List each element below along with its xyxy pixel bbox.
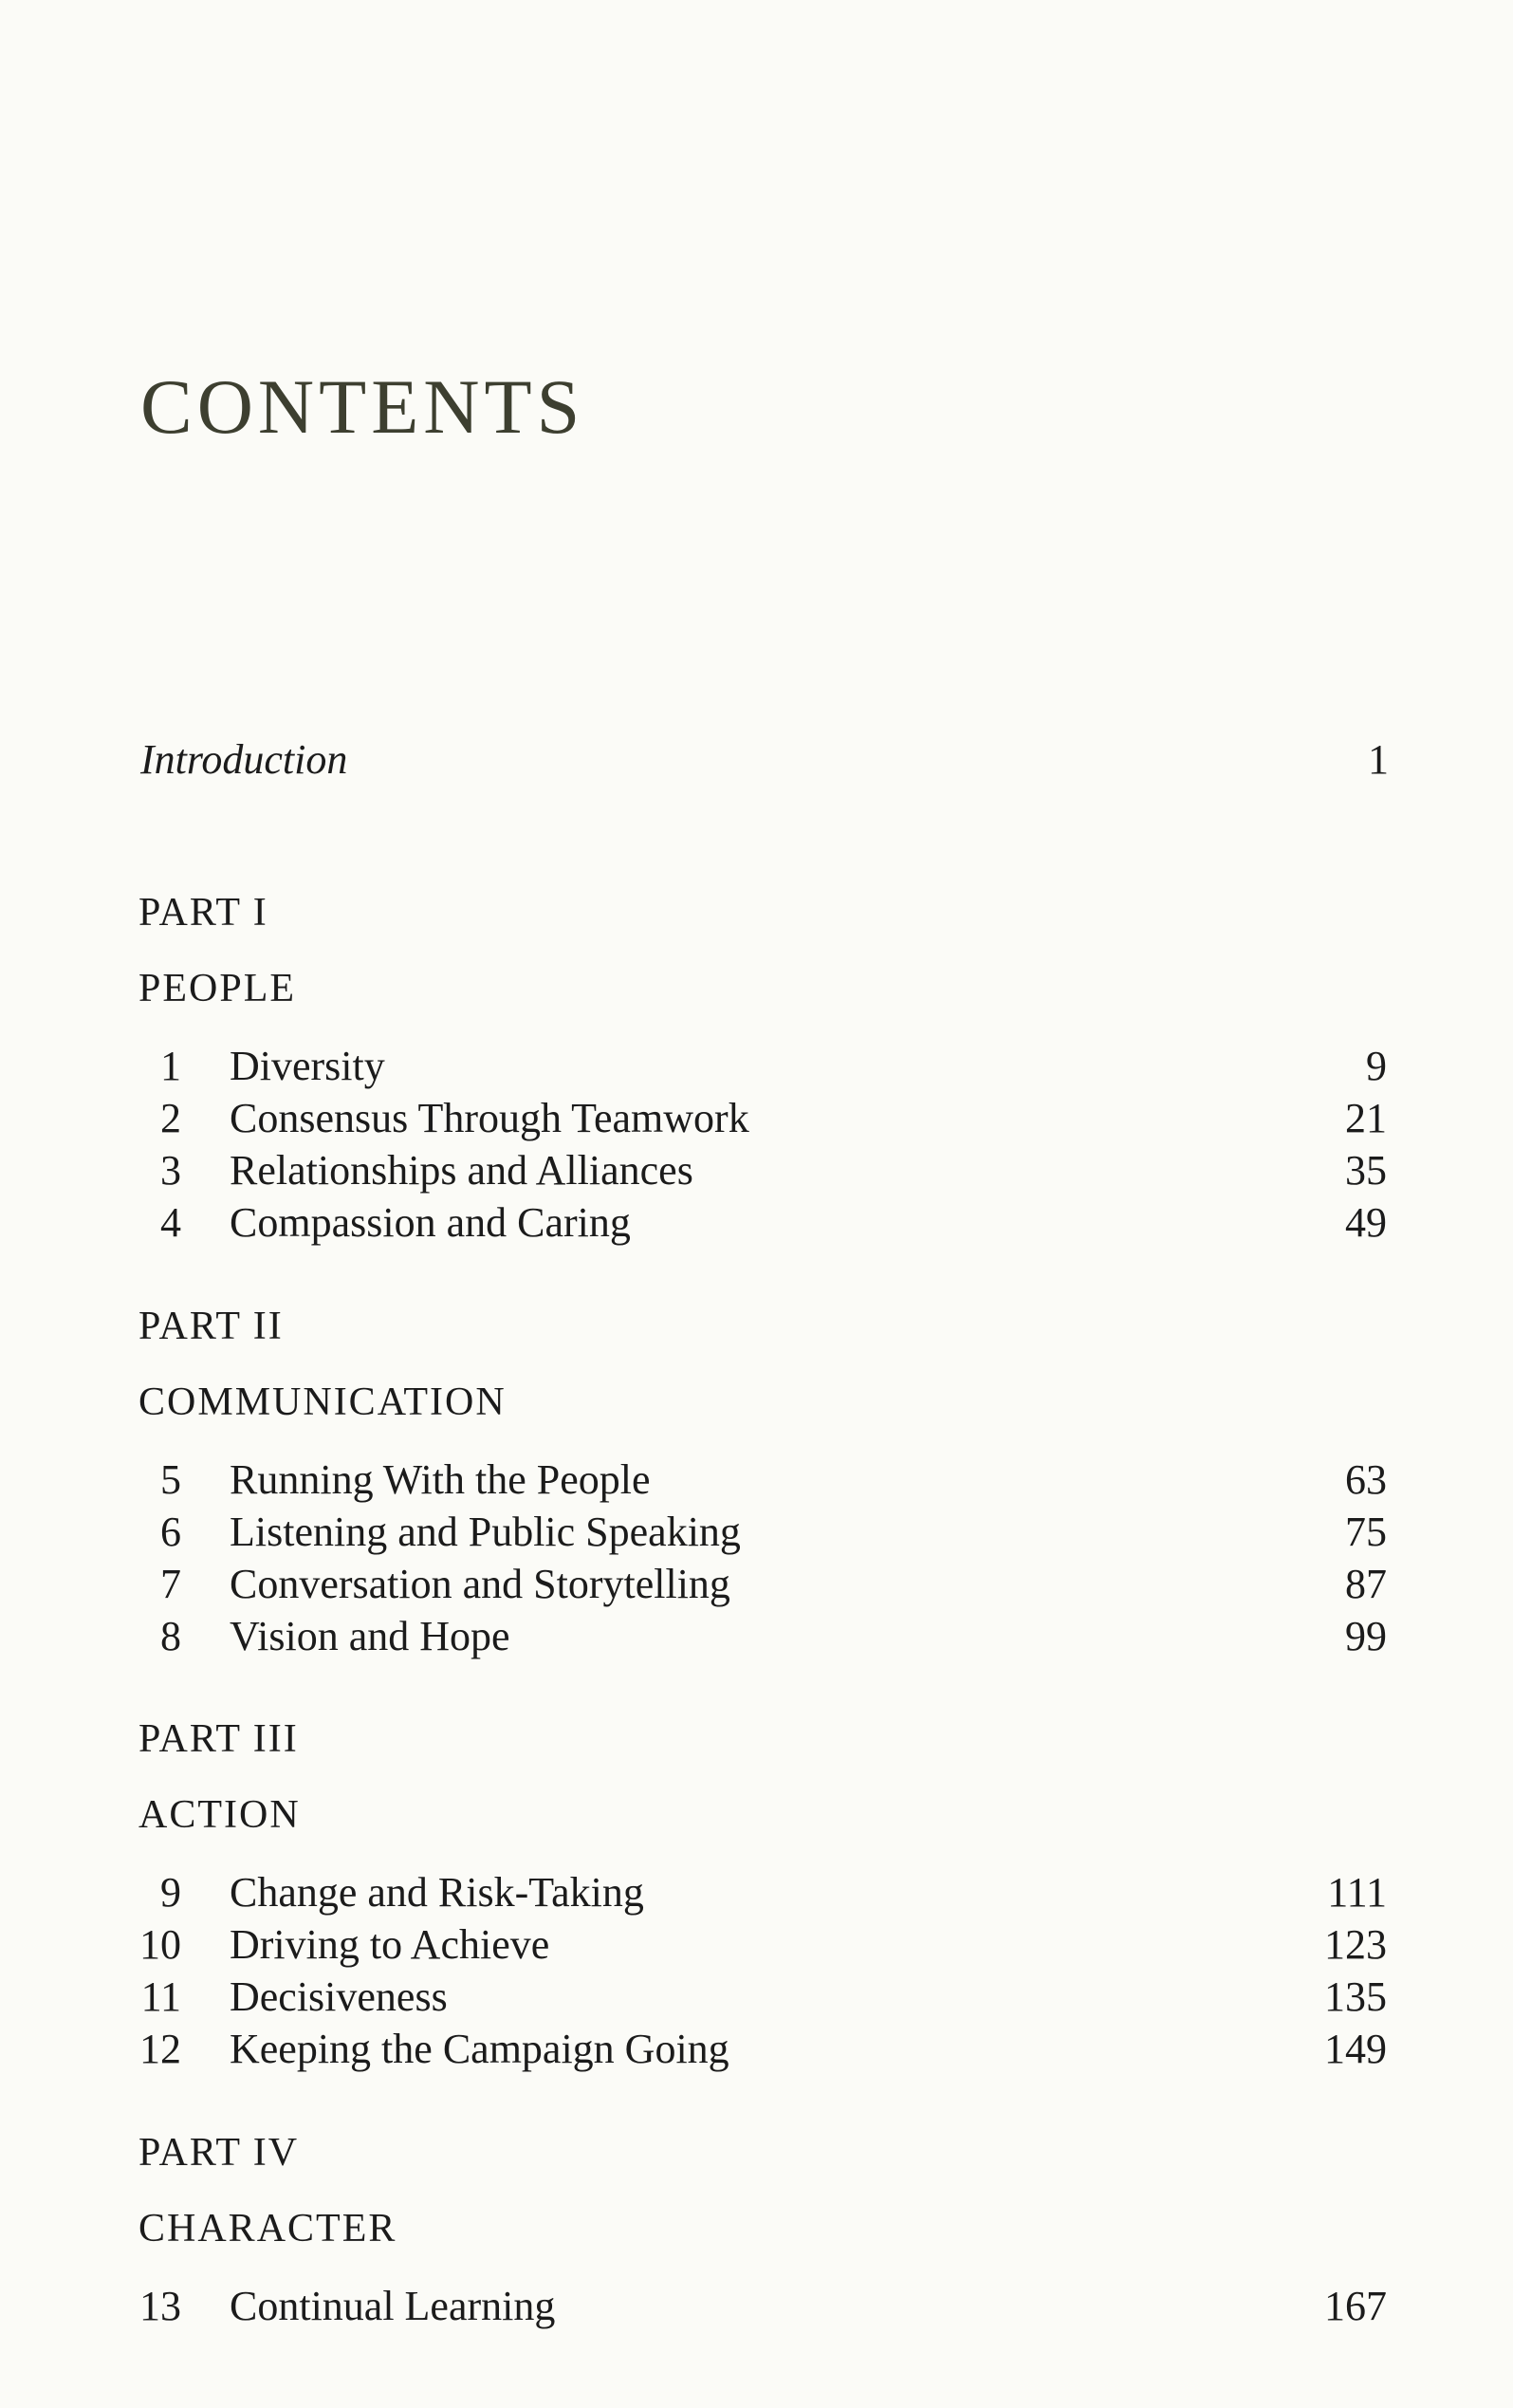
chapter-title: Listening and Public Speaking: [230, 1509, 741, 1555]
chapter-title: Change and Risk-Taking: [230, 1869, 644, 1916]
chapter-title: Decisiveness: [230, 1973, 448, 2020]
chapter-title: Keeping the Campaign Going: [230, 2026, 729, 2072]
toc-entry[interactable]: [138, 1506, 1389, 1558]
chapter-page-number: 99: [1345, 1613, 1387, 1659]
chapter-title: Relationships and Alliances: [230, 1147, 693, 1194]
chapter-list: [138, 1866, 1389, 2075]
chapter-number: 12: [139, 2026, 181, 2072]
toc-entry[interactable]: [138, 2280, 1389, 2332]
part-title: CHARACTER: [138, 2207, 397, 2251]
toc-entry[interactable]: [138, 1092, 1389, 1144]
part-title: PEOPLE: [138, 967, 297, 1010]
chapter-number: 6: [160, 1509, 181, 1555]
toc-entry[interactable]: [138, 1454, 1389, 1506]
toc-entry[interactable]: [138, 1866, 1389, 1918]
toc-entry-introduction[interactable]: [140, 735, 1389, 788]
toc-entry[interactable]: [138, 1918, 1389, 1971]
page-title: CONTENTS: [140, 363, 585, 450]
toc-entry[interactable]: [138, 1971, 1389, 2023]
chapter-number: 11: [140, 1973, 181, 2020]
chapter-title: Diversity: [230, 1043, 385, 1089]
part-label: PART IV: [138, 2131, 300, 2175]
part-title: COMMUNICATION: [138, 1380, 507, 1424]
chapter-page-number: 75: [1345, 1509, 1387, 1555]
chapter-page-number: 167: [1324, 2283, 1387, 2329]
chapter-page-number: 111: [1327, 1869, 1387, 1916]
introduction-page-number: 1: [1368, 736, 1389, 783]
chapter-number: 7: [160, 1561, 181, 1607]
part-label: PART III: [138, 1717, 299, 1761]
toc-entry[interactable]: [138, 1558, 1389, 1610]
chapter-page-number: 123: [1324, 1921, 1387, 1968]
chapter-title: Compassion and Caring: [230, 1199, 631, 1246]
chapter-number: 9: [160, 1869, 181, 1916]
chapter-number: 5: [160, 1456, 181, 1503]
toc-entry[interactable]: [138, 1610, 1389, 1662]
chapter-title: Conversation and Storytelling: [230, 1561, 730, 1607]
chapter-number: 8: [160, 1613, 181, 1659]
chapter-number: 3: [160, 1147, 181, 1194]
chapter-page-number: 63: [1345, 1456, 1387, 1503]
chapter-page-number: 21: [1345, 1095, 1387, 1141]
chapter-title: Running With the People: [230, 1456, 651, 1503]
chapter-title: Vision and Hope: [230, 1613, 510, 1659]
part-label: PART I: [138, 891, 268, 935]
toc-entry[interactable]: [138, 2023, 1389, 2075]
chapter-number: 4: [160, 1199, 181, 1246]
chapter-number: 10: [139, 1921, 181, 1968]
introduction-label: Introduction: [140, 736, 348, 783]
chapter-title: Continual Learning: [230, 2283, 556, 2329]
chapter-list: [138, 2280, 1389, 2332]
chapter-page-number: 87: [1345, 1561, 1387, 1607]
chapter-title: Consensus Through Teamwork: [230, 1095, 749, 1141]
chapter-list: [138, 1454, 1389, 1662]
chapter-number: 2: [160, 1095, 181, 1141]
toc-entry[interactable]: [138, 1196, 1389, 1249]
chapter-page-number: 49: [1345, 1199, 1387, 1246]
chapter-number: 1: [160, 1043, 181, 1089]
chapter-title: Driving to Achieve: [230, 1921, 550, 1968]
chapter-number: 13: [139, 2283, 181, 2329]
toc-entry[interactable]: [138, 1040, 1389, 1092]
chapter-page-number: 35: [1345, 1147, 1387, 1194]
chapter-page-number: 9: [1366, 1043, 1387, 1089]
part-label: PART II: [138, 1305, 284, 1348]
chapter-page-number: 135: [1324, 1973, 1387, 2020]
chapter-page-number: 149: [1324, 2026, 1387, 2072]
chapter-list: [138, 1040, 1389, 1249]
part-title: ACTION: [138, 1793, 301, 1837]
toc-entry[interactable]: [138, 1144, 1389, 1196]
